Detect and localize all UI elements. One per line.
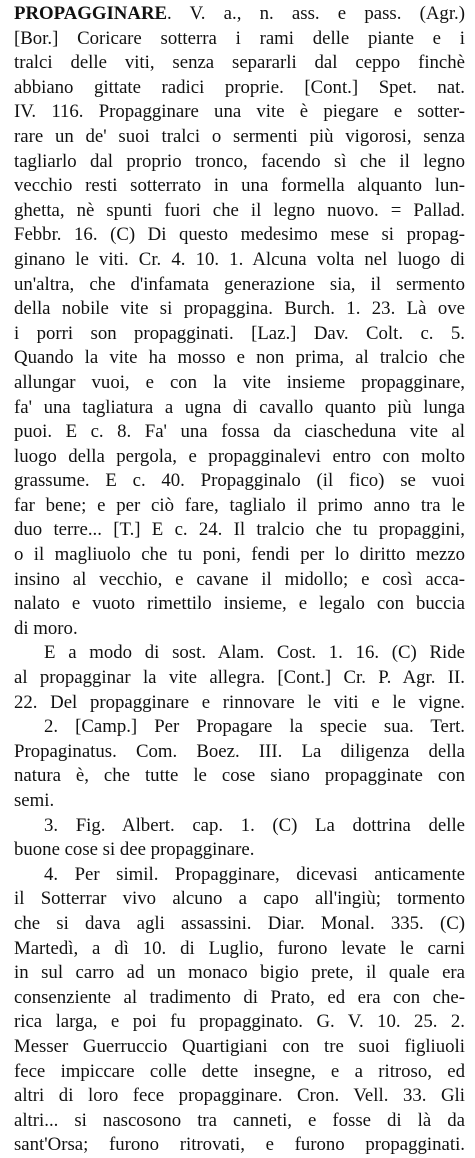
entry-line: in sul carro ad un monaco bigio prete, il quale era bbox=[14, 962, 465, 984]
entry-line: altri di loro fece propagginare. Cron. Vell. 33. Gli bbox=[14, 1085, 465, 1107]
entry-line: ghetta, nè spunti fuori che il legno nuovo. = Pallad. bbox=[14, 199, 465, 221]
entry-line-subsense: E a modo di sost. Alam. Cost. 1. 16. (C) Ride bbox=[44, 642, 465, 664]
entry-line: semi. bbox=[14, 790, 55, 811]
entry-line: Messer Guerruccio Quartigiani con tre suoi figliuoli bbox=[14, 1035, 465, 1057]
entry-line: natura è, che tutte le cose siano propagginate con bbox=[14, 765, 465, 787]
entry-line: o il magliuolo che tu poni, fendi per lo diritto mezzo bbox=[14, 544, 465, 566]
entry-line: che si dava agli assassini. Diar. Monal. 335. (C) bbox=[14, 912, 465, 934]
entry-line: della nobile vite si propaggina. Burch. 1. 23. Là ove bbox=[14, 298, 465, 320]
entry-line: allungar vuoi, e con la vite insieme propagginare, bbox=[14, 371, 465, 393]
entry-line-sense-4: 4. Per simil. Propagginare, dicevasi anticamente bbox=[44, 863, 465, 885]
entry-line: tagliarlo dal proprio tronco, facendo sì che il legno bbox=[14, 150, 465, 172]
entry-line: il Sotterrar vivo alcuno a capo all'ingiù; tormento bbox=[14, 888, 465, 910]
entry-line: Martedì, a dì 10. di Luglio, furono levate le carni bbox=[14, 937, 465, 959]
entry-line: di moro. bbox=[14, 617, 78, 639]
entry-line: fece impiccare colle dette insegne, e a ritroso, ed bbox=[14, 1060, 465, 1082]
entry-line: far bene; e per ciò fare, taglialo il primo anno tra le bbox=[14, 494, 465, 516]
entry-line: fa' una tagliatura a ugna di cavallo quanto più lunga bbox=[14, 396, 465, 418]
entry-line: nalato e vuoto rimettilo insieme, e legalo con buccia bbox=[14, 593, 465, 615]
entry-line: ginano le viti. Cr. 4. 10. 1. Alcuna volta nel luogo di bbox=[14, 248, 465, 270]
entry-line: sant'Orsa; furono ritrovati, e furono propagginati. bbox=[14, 1134, 465, 1156]
entry-line: rica larga, e poi fu propagginato. G. V. 10. 25. 2. bbox=[14, 1011, 465, 1033]
entry-line-sense-3: 3. Fig. Albert. cap. 1. (C) La dottrina delle bbox=[44, 814, 465, 836]
entry-line: al propagginar la vite allegra. [Cont.] Cr. P. Agr. II. bbox=[14, 667, 465, 689]
entry-line: duo terre... [T.] E c. 24. Il tralcio che tu propaggini, bbox=[14, 519, 465, 541]
entry-line: Quando la vite ha mosso e non prima, al tralcio che bbox=[14, 347, 465, 369]
entry-line: rare un de' suoi tralci o sermenti più vigorosi, senza bbox=[14, 125, 465, 147]
headword: PROPAGGINARE bbox=[14, 3, 168, 24]
entry-line: un'altra, che d'infamata generazione sia, il sermento bbox=[14, 273, 465, 295]
entry-line: vecchio resti sotterrato in una formella alquanto lun- bbox=[14, 175, 465, 197]
entry-line-sense-2: 2. [Camp.] Per Propagare la specie sua. Tert. bbox=[44, 716, 465, 738]
entry-line: buone cose si dee propagginare. bbox=[14, 839, 255, 861]
entry-line-headword: PROPAGGINARE. V. a., n. ass. e pass. (Agr.) bbox=[14, 3, 465, 24]
entry-line: Propaginatus. Com. Boez. III. La diligenza della bbox=[14, 740, 465, 762]
entry-line: IV. 116. Propagginare una vite è piegare e sotter- bbox=[14, 101, 465, 123]
entry-line: Febbr. 16. (C) Di questo medesimo mese si propag- bbox=[14, 224, 465, 246]
entry-line: [Bor.] Coricare sotterra i rami delle piante e i bbox=[14, 27, 465, 49]
entry-line: 22. Del propagginare e rinnovare le viti e le vigne. bbox=[14, 691, 465, 713]
entry-line: grassume. E c. 40. Propagginalo (il fico) se vuoi bbox=[14, 470, 465, 492]
entry-line: i porri son propagginati. [Laz.] Dav. Colt. c. 5. bbox=[14, 322, 465, 344]
entry-line: altri... si nascosono tra canneti, e fosse di là da bbox=[14, 1109, 465, 1131]
entry-line: tralci delle viti, senza separarli dal ceppo finchè bbox=[14, 52, 465, 74]
entry-line: abbiano gittate radici proprie. [Cont.] Spet. nat. bbox=[14, 76, 465, 98]
entry-line: insino al vecchio, e cavane il midollo; e così acca- bbox=[14, 568, 465, 590]
entry-line: puoi. E c. 8. Fa' una fossa da ciascheduna vite al bbox=[14, 421, 465, 443]
entry-line: consenziente al tradimento di Prato, ed era con che- bbox=[14, 986, 465, 1008]
entry-line: luogo della pergola, e propagginalevi entro con molto bbox=[14, 445, 465, 467]
